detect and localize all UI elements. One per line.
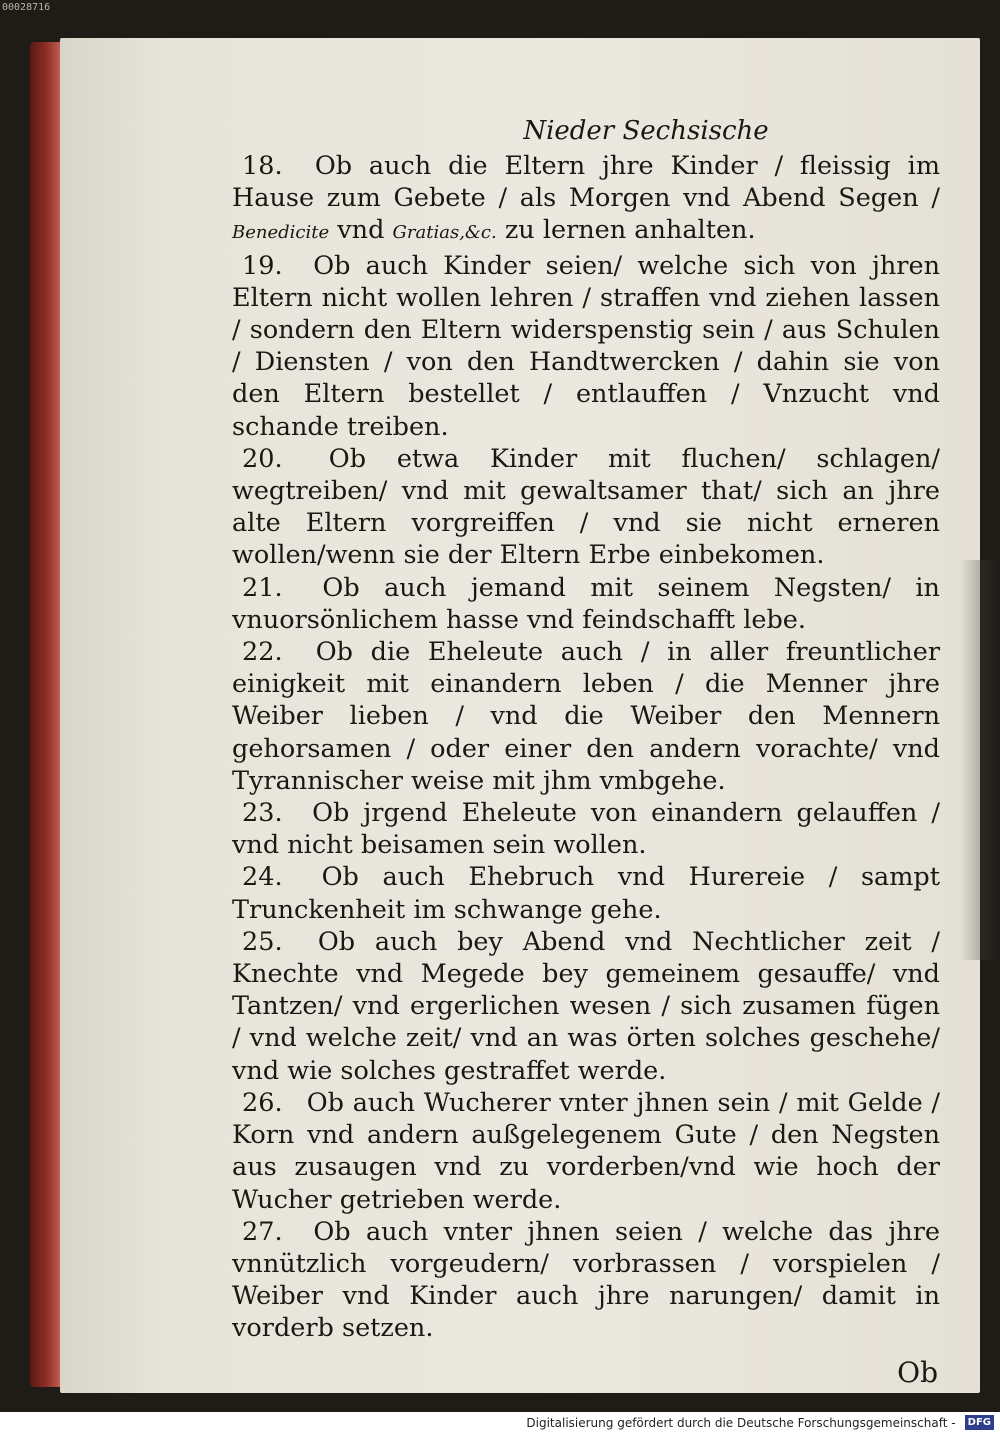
paragraph-number: 20. (242, 443, 283, 474)
paragraph-23 (232, 797, 940, 861)
paragraph-number: 23. (242, 798, 283, 829)
paragraph-20 (232, 443, 940, 572)
latin-term: Gratias,&c. (392, 222, 497, 244)
page-edge-shadow (960, 560, 1000, 960)
scan-id-label: 00028716 (2, 2, 51, 13)
paragraph-text: Ob jrgend Eheleute von einandern gelauffen / vnd nicht beisamen sein wollen. (232, 798, 941, 861)
paragraph-text: Ob auch Ehebruch vnd Hurereie / sampt Trunckenheit im schwange gehe. (232, 862, 941, 925)
paragraph-18 (232, 150, 940, 250)
paragraph-number: 21. (242, 572, 283, 603)
paragraph-number: 22. (242, 637, 283, 668)
paragraph-text: Ob auch bey Abend vnd Nechtlicher zeit / Knechte vnd Megede bey gemeinem gesauffe/ vnd Tantzen/ vnd ergerlichen wesen / sich zusamen fügen / vnd welche zeit/ vnd an was örten solches geschehe/ vnd wie solches gestraffet werde. (232, 926, 940, 1086)
funding-notice: Digitalisierung gefördert durch die Deutsche Forschungsgemeinschaft - (526, 1416, 956, 1430)
paragraph-number: 27. (242, 1216, 283, 1247)
paragraph-text: Ob auch Kinder seien/ welche sich von jhren Eltern nicht wollen lehren / straffen vnd ziehen lassen / sondern den Eltern widerspenstig sein / aus Schulen / Diensten / von den Handtwercken / dahin sie von den Eltern bestellet / entlauffen / Vnzucht vnd schande treiben. (232, 250, 940, 442)
dfg-logo: DFG (965, 1415, 994, 1430)
paragraph-text: Ob auch Wucherer vnter jhnen sein / mit Gelde / Korn vnd andern außgelegenem Gute / den Negsten aus zusaugen vnd zu vorderben/vnd wie hoch der Wucher getrieben werde. (232, 1087, 940, 1215)
latin-term: Benedicite (232, 222, 330, 244)
paragraph-text: zu lernen anhalten. (504, 215, 756, 246)
page-text-block (232, 112, 940, 1389)
catchword: Ob (897, 1355, 938, 1389)
running-head: Nieder Sechsische (523, 116, 769, 146)
paragraph-24 (232, 861, 940, 925)
paragraph-25 (232, 926, 940, 1087)
paragraph-text: Ob auch vnter jhnen seien / welche das jhre vnnützlich vorgeudern/ vorbrassen / vorspielen / Weiber vnd Kinder auch jhre narungen/ damit in vorderb setzen. (232, 1216, 941, 1344)
paragraph-26 (232, 1087, 940, 1216)
paragraph-number: 19. (242, 250, 283, 281)
paragraph-21 (232, 572, 940, 636)
paragraph-text: Ob auch jemand mit seinem Negsten/ in vnuorsönlichem hasse vnd feindschafft lebe. (232, 572, 940, 635)
paragraph-number: 24. (242, 862, 283, 893)
paragraph-19 (232, 250, 940, 443)
paragraph-text: Ob etwa Kinder mit fluchen/ schlagen/ wegtreiben/ vnd mit gewaltsamer that/ sich an jhre alte Eltern vorgreiffen / vnd sie nicht erneren wollen/wenn sie der Eltern Erbe einbekomen. (232, 443, 940, 571)
paragraph-number: 18. (242, 151, 283, 181)
paragraph-text: vnd (337, 215, 385, 246)
paragraph-number: 26. (242, 1087, 283, 1118)
footer-bar (0, 1412, 1000, 1434)
paragraph-text: Ob die Eheleute auch / in aller freuntlicher einigkeit mit einandern leben / die Menner jhre Weiber lieben / vnd die Weiber den Mennern gehorsamen / oder einer den andern vorachte/ vnd Tyrannischer weise mit jhm vmbgehe. (232, 637, 941, 796)
paragraph-27 (232, 1216, 940, 1345)
paragraph-text: Ob auch die Eltern jhre Kinder / fleissig im Hause zum Gebete / als Morgen vnd Abend Segen / (232, 151, 941, 214)
paragraph-number: 25. (242, 926, 283, 957)
paragraph-22 (232, 636, 940, 797)
